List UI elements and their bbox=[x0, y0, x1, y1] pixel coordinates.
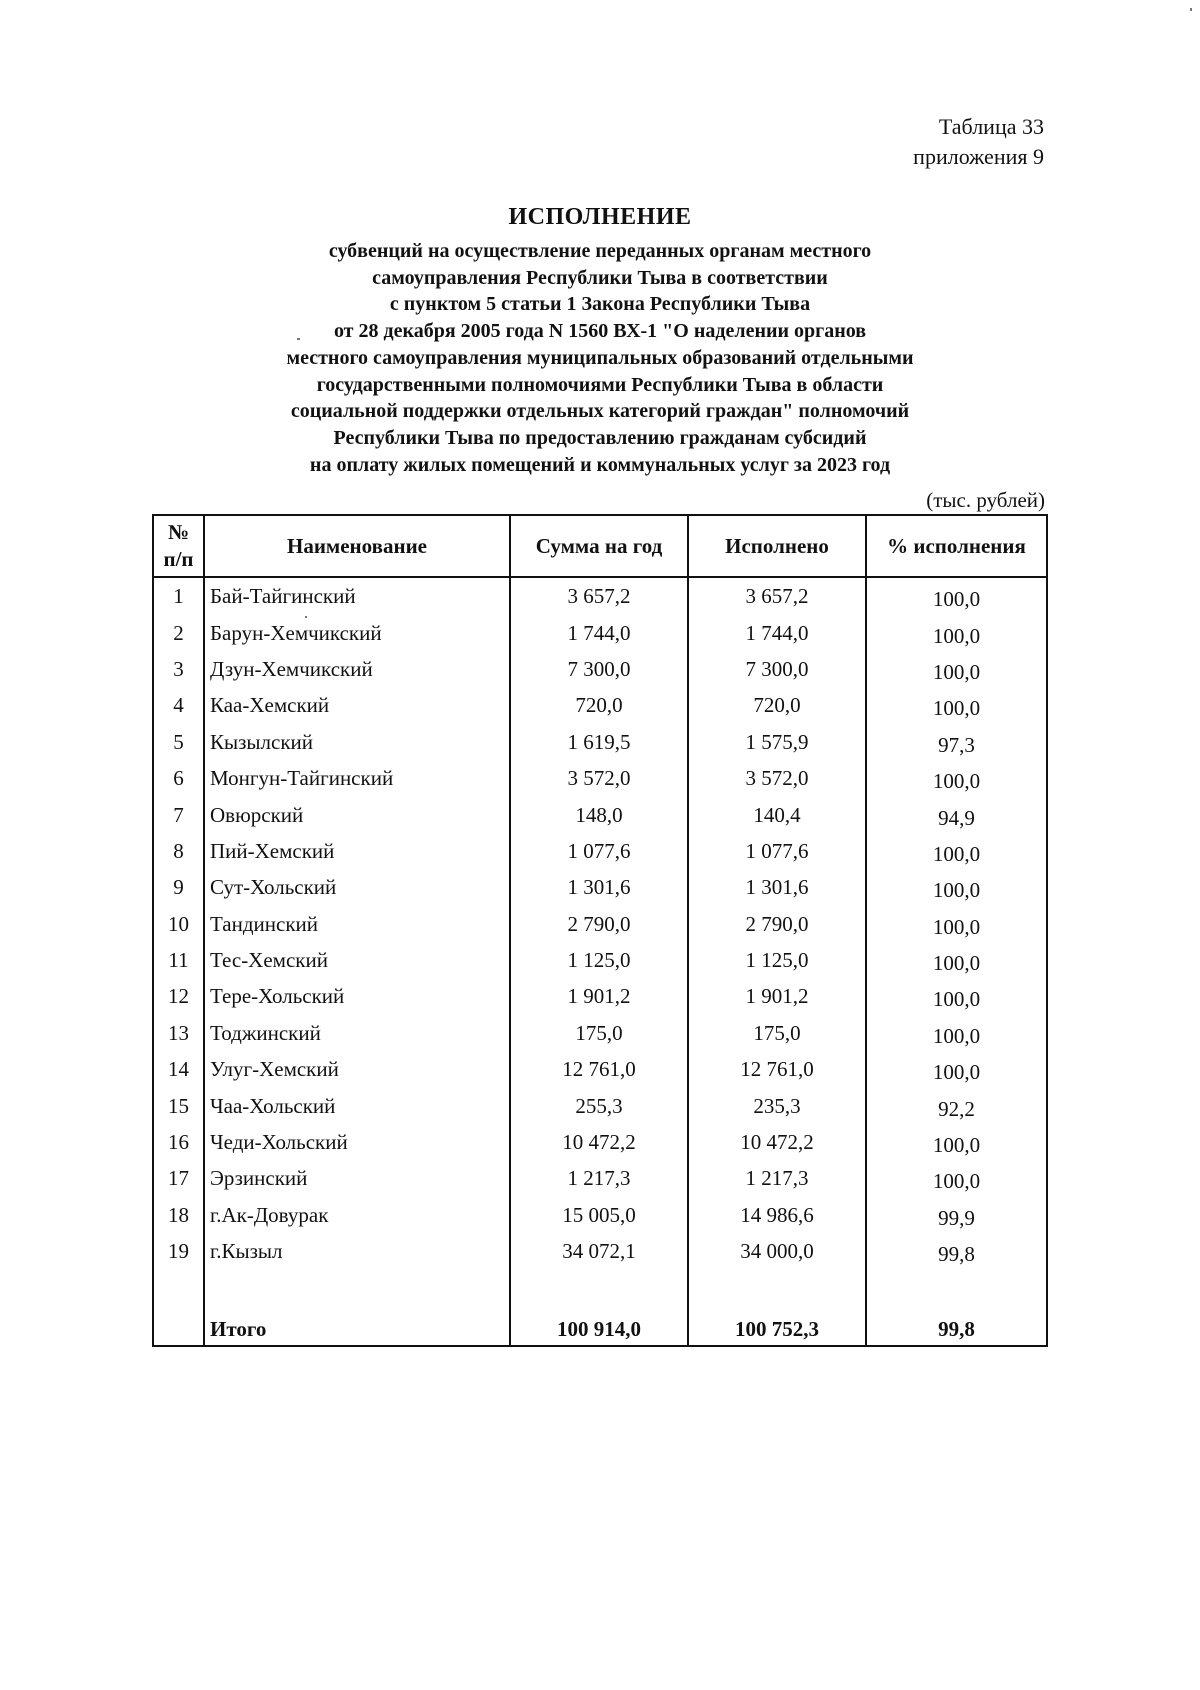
row-plan: 15 005,0 bbox=[510, 1197, 688, 1233]
row-number: 17 bbox=[153, 1160, 204, 1196]
row-plan: 3 572,0 bbox=[510, 760, 688, 796]
row-percent: 100,0 bbox=[866, 651, 1047, 687]
row-number: 7 bbox=[153, 796, 204, 832]
row-done: 1 301,6 bbox=[688, 869, 866, 905]
row-number: 3 bbox=[153, 651, 204, 687]
row-done: 1 125,0 bbox=[688, 942, 866, 978]
row-percent: 100,0 bbox=[866, 1015, 1047, 1051]
row-percent: 94,9 bbox=[866, 796, 1047, 832]
table-row bbox=[153, 833, 1047, 869]
row-done: 175,0 bbox=[688, 1015, 866, 1051]
subtitle-line: социальной поддержки отдельных категорий граждан" полномочий bbox=[290, 400, 910, 423]
row-number: 15 bbox=[153, 1087, 204, 1123]
row-number: 5 bbox=[153, 724, 204, 760]
row-number: 19 bbox=[153, 1233, 204, 1269]
spacer-row bbox=[153, 1269, 1047, 1305]
row-plan: 10 472,2 bbox=[510, 1124, 688, 1160]
units-label: (тыс. рублей) bbox=[926, 488, 1045, 512]
scan-speck bbox=[297, 338, 300, 340]
row-number: 8 bbox=[153, 833, 204, 869]
subtitle-line: на оплату жилых помещений и коммунальных услуг за 2023 год bbox=[309, 453, 891, 476]
row-name: Каа-Хемский bbox=[204, 687, 510, 723]
table-row bbox=[153, 724, 1047, 760]
row-percent: 99,9 bbox=[866, 1197, 1047, 1233]
row-name: г.Кызыл bbox=[204, 1233, 510, 1269]
row-done: 34 000,0 bbox=[688, 1233, 866, 1269]
row-percent: 100,0 bbox=[866, 1160, 1047, 1196]
row-plan: 1 125,0 bbox=[510, 942, 688, 978]
table-row bbox=[153, 577, 1047, 614]
row-name: Кызылский bbox=[204, 724, 510, 760]
row-done: 12 761,0 bbox=[688, 1051, 866, 1087]
row-number: 6 bbox=[153, 760, 204, 796]
row-number: 4 bbox=[153, 687, 204, 723]
row-number: 13 bbox=[153, 1015, 204, 1051]
row-name: Улуг-Хемский bbox=[204, 1051, 510, 1087]
row-done: 1 217,3 bbox=[688, 1160, 866, 1196]
row-done: 1 077,6 bbox=[688, 833, 866, 869]
row-percent: 100,0 bbox=[866, 978, 1047, 1014]
header-done: Исполнено bbox=[688, 515, 866, 577]
row-plan: 1 901,2 bbox=[510, 978, 688, 1014]
row-done: 3 657,2 bbox=[688, 577, 866, 614]
subtitle-line: от 28 декабря 2005 года N 1560 ВХ-1 "О наделении органов bbox=[333, 320, 867, 343]
table-row bbox=[153, 687, 1047, 723]
row-plan: 1 744,0 bbox=[510, 614, 688, 650]
row-percent: 100,0 bbox=[866, 760, 1047, 796]
row-done: 140,4 bbox=[688, 796, 866, 832]
row-percent: 100,0 bbox=[866, 1124, 1047, 1160]
row-done: 1 744,0 bbox=[688, 614, 866, 650]
row-number: 16 bbox=[153, 1124, 204, 1160]
row-name: Чаа-Хольский bbox=[204, 1087, 510, 1123]
row-percent: 100,0 bbox=[866, 687, 1047, 723]
total-plan: 100 914,0 bbox=[510, 1305, 688, 1346]
row-name: Овюрский bbox=[204, 796, 510, 832]
header-plan: Сумма на год bbox=[510, 515, 688, 577]
row-plan: 2 790,0 bbox=[510, 906, 688, 942]
row-percent: 100,0 bbox=[866, 1051, 1047, 1087]
row-percent: 100,0 bbox=[866, 869, 1047, 905]
table-row bbox=[153, 942, 1047, 978]
table-row bbox=[153, 1124, 1047, 1160]
row-percent: 97,3 bbox=[866, 724, 1047, 760]
row-number: 10 bbox=[153, 906, 204, 942]
row-done: 14 986,6 bbox=[688, 1197, 866, 1233]
row-plan: 1 619,5 bbox=[510, 724, 688, 760]
table-row bbox=[153, 906, 1047, 942]
row-name: Бай-Тайгинский bbox=[204, 577, 510, 614]
header-name: Наименование bbox=[204, 515, 510, 577]
header-number-label: п/п bbox=[163, 547, 194, 571]
table-row bbox=[153, 1015, 1047, 1051]
empty-cell bbox=[204, 1269, 510, 1305]
execution-table bbox=[152, 514, 1048, 1347]
table-row bbox=[153, 1087, 1047, 1123]
row-plan: 1 077,6 bbox=[510, 833, 688, 869]
table-row bbox=[153, 614, 1047, 650]
table-row bbox=[153, 760, 1047, 796]
row-plan: 34 072,1 bbox=[510, 1233, 688, 1269]
row-percent: 100,0 bbox=[866, 942, 1047, 978]
total-done: 100 752,3 bbox=[688, 1305, 866, 1346]
table-row bbox=[153, 1051, 1047, 1087]
row-number: 14 bbox=[153, 1051, 204, 1087]
row-done: 3 572,0 bbox=[688, 760, 866, 796]
header-number bbox=[153, 515, 204, 577]
row-done: 235,3 bbox=[688, 1087, 866, 1123]
row-name: Барун-Хемчикский bbox=[204, 614, 510, 650]
subtitle-line: самоуправления Республики Тыва в соответствии bbox=[372, 266, 828, 289]
row-number: 9 bbox=[153, 869, 204, 905]
subtitle-line: местного самоуправления муниципальных образований отдельными bbox=[286, 346, 914, 369]
table-row bbox=[153, 796, 1047, 832]
row-done: 7 300,0 bbox=[688, 651, 866, 687]
row-plan: 255,3 bbox=[510, 1087, 688, 1123]
table-row bbox=[153, 869, 1047, 905]
row-percent: 100,0 bbox=[866, 614, 1047, 650]
table-number: Таблица 33 bbox=[938, 114, 1044, 139]
row-done: 2 790,0 bbox=[688, 906, 866, 942]
row-name: Эрзинский bbox=[204, 1160, 510, 1196]
row-percent: 92,2 bbox=[866, 1087, 1047, 1123]
row-plan: 3 657,2 bbox=[510, 577, 688, 614]
row-done: 1 575,9 bbox=[688, 724, 866, 760]
row-name: Тес-Хемский bbox=[204, 942, 510, 978]
row-name: Дзун-Хемчикский bbox=[204, 651, 510, 687]
header-number-sign: № bbox=[167, 520, 190, 544]
table-row bbox=[153, 1160, 1047, 1196]
row-number: 2 bbox=[153, 614, 204, 650]
document-title bbox=[0, 204, 1200, 231]
row-done: 720,0 bbox=[688, 687, 866, 723]
row-name: Тандинский bbox=[204, 906, 510, 942]
table-row bbox=[153, 651, 1047, 687]
row-name: Тоджинский bbox=[204, 1015, 510, 1051]
header-percent: % исполнения bbox=[866, 515, 1047, 577]
subtitle-line: субвенций на осуществление переданных органам местного bbox=[328, 240, 872, 262]
subtitle-line: государственными полномочиями Республики Тыва в области bbox=[316, 373, 884, 396]
total-percent: 99,8 bbox=[866, 1305, 1047, 1346]
row-name: Пий-Хемский bbox=[204, 833, 510, 869]
row-percent: 100,0 bbox=[866, 906, 1047, 942]
row-percent: 100,0 bbox=[866, 833, 1047, 869]
document-title-text: ИСПОЛНЕНИЕ bbox=[508, 204, 692, 230]
row-percent: 100,0 bbox=[866, 577, 1047, 614]
row-plan: 175,0 bbox=[510, 1015, 688, 1051]
table-row bbox=[153, 1197, 1047, 1233]
row-plan: 7 300,0 bbox=[510, 651, 688, 687]
table-row bbox=[153, 1233, 1047, 1269]
total-label: Итого bbox=[204, 1305, 510, 1346]
total-number-cell bbox=[153, 1305, 204, 1346]
row-name: г.Ак-Довурак bbox=[204, 1197, 510, 1233]
row-name: Чеди-Хольский bbox=[204, 1124, 510, 1160]
table-row bbox=[153, 978, 1047, 1014]
subtitle-line: с пунктом 5 статьи 1 Закона Республики Тыва bbox=[389, 293, 811, 316]
row-number: 18 bbox=[153, 1197, 204, 1233]
table-body bbox=[153, 577, 1047, 1346]
table-header-row bbox=[153, 515, 1047, 577]
row-plan: 148,0 bbox=[510, 796, 688, 832]
row-plan: 1 301,6 bbox=[510, 869, 688, 905]
document-subtitle bbox=[230, 238, 970, 478]
scan-speck bbox=[1190, 8, 1192, 11]
row-percent: 99,8 bbox=[866, 1233, 1047, 1269]
row-name: Тере-Хольский bbox=[204, 978, 510, 1014]
row-number: 12 bbox=[153, 978, 204, 1014]
row-name: Монгун-Тайгинский bbox=[204, 760, 510, 796]
empty-cell bbox=[153, 1269, 204, 1305]
table-reference bbox=[913, 112, 1044, 172]
subtitle-line: Республики Тыва по предоставлению гражданам субсидий bbox=[333, 426, 867, 449]
total-row bbox=[153, 1305, 1047, 1346]
row-plan: 12 761,0 bbox=[510, 1051, 688, 1087]
row-done: 1 901,2 bbox=[688, 978, 866, 1014]
row-number: 11 bbox=[153, 942, 204, 978]
row-done: 10 472,2 bbox=[688, 1124, 866, 1160]
row-plan: 1 217,3 bbox=[510, 1160, 688, 1196]
empty-cell bbox=[866, 1269, 1047, 1305]
empty-cell bbox=[688, 1269, 866, 1305]
row-name: Сут-Хольский bbox=[204, 869, 510, 905]
row-plan: 720,0 bbox=[510, 687, 688, 723]
appendix-number: приложения 9 bbox=[913, 144, 1044, 169]
scan-speck bbox=[305, 616, 307, 618]
row-number: 1 bbox=[153, 577, 204, 614]
empty-cell bbox=[510, 1269, 688, 1305]
